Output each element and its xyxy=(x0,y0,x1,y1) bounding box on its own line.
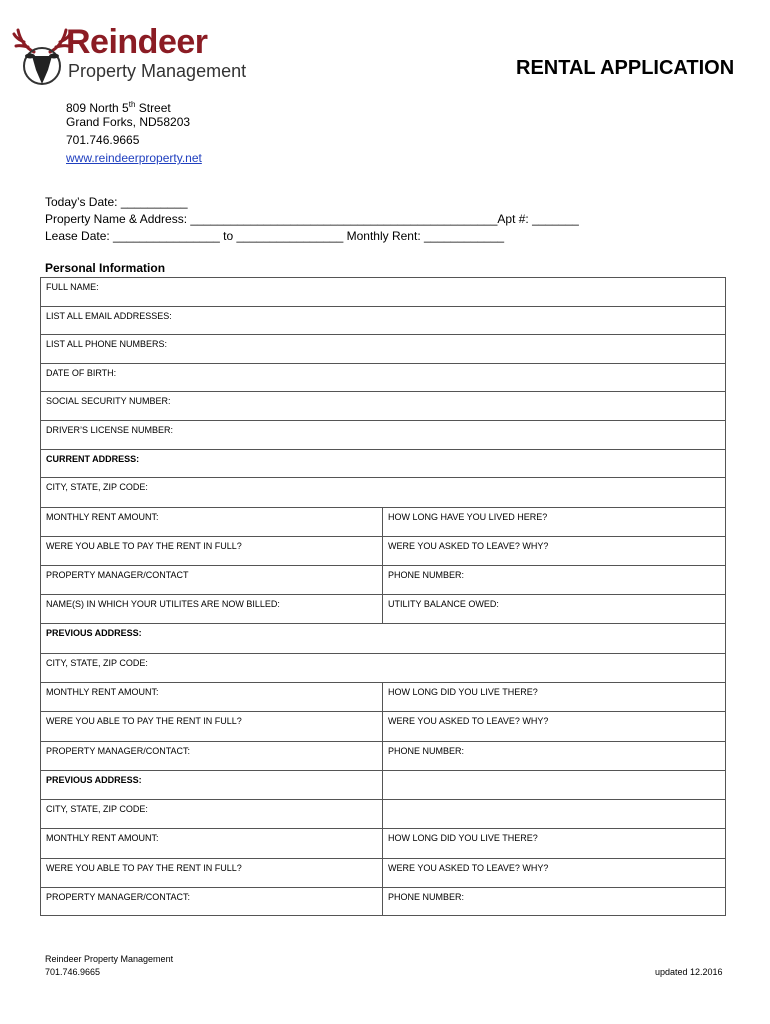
application-form-table xyxy=(40,277,726,916)
current-pay-full-field[interactable]: WERE YOU ABLE TO PAY THE RENT IN FULL? xyxy=(41,537,383,566)
previous-2-city-blank-cell[interactable] xyxy=(383,800,726,829)
previous-2-manager-field[interactable]: PROPERTY MANAGER/CONTACT: xyxy=(41,888,383,916)
previous-1-phone-field[interactable]: PHONE NUMBER: xyxy=(383,742,726,771)
current-address-field[interactable]: CURRENT ADDRESS: xyxy=(41,450,726,478)
reindeer-head-icon xyxy=(12,22,72,92)
footer-phone: 701.746.9665 xyxy=(45,967,101,977)
previous-1-pay-full-field[interactable]: WERE YOU ABLE TO PAY THE RENT IN FULL? xyxy=(41,712,383,742)
address-city: Grand Forks, ND58203 xyxy=(66,115,191,129)
previous-2-how-long-field[interactable]: HOW LONG DID YOU LIVE THERE? xyxy=(383,829,726,859)
drivers-license-field[interactable]: DRIVER’S LICENSE NUMBER: xyxy=(41,421,726,450)
current-asked-leave-field[interactable]: WERE YOU ASKED TO LEAVE? WHY? xyxy=(383,537,726,566)
previous-address-2-blank-cell[interactable] xyxy=(383,771,726,800)
brand-name: Reindeer xyxy=(66,23,208,61)
previous-1-city-state-zip-field[interactable]: CITY, STATE, ZIP CODE: xyxy=(41,654,726,683)
property-address-line[interactable]: Property Name & Address: ______________________________________________Apt #: _______ xyxy=(45,212,579,226)
previous-2-asked-leave-field[interactable]: WERE YOU ASKED TO LEAVE? WHY? xyxy=(383,859,726,888)
ssn-field[interactable]: SOCIAL SECURITY NUMBER: xyxy=(41,392,726,421)
footer-updated: updated 12.2016 xyxy=(655,967,723,977)
date-of-birth-field[interactable]: DATE OF BIRTH: xyxy=(41,364,726,392)
utilities-names-field[interactable]: NAME(S) IN WHICH YOUR UTILITES ARE NOW BILLED: xyxy=(41,595,383,624)
previous-2-monthly-rent-field[interactable]: MONTHLY RENT AMOUNT: xyxy=(41,829,383,859)
current-how-long-field[interactable]: HOW LONG HAVE YOU LIVED HERE? xyxy=(383,508,726,537)
current-monthly-rent-field[interactable]: MONTHLY RENT AMOUNT: xyxy=(41,508,383,537)
current-manager-field[interactable]: PROPERTY MANAGER/CONTACT xyxy=(41,566,383,595)
document-title: RENTAL APPLICATION xyxy=(516,57,735,79)
website-link[interactable]: www.reindeerproperty.net xyxy=(66,151,202,165)
utility-balance-field[interactable]: UTILITY BALANCE OWED: xyxy=(383,595,726,624)
address-street: 809 North 5th Street xyxy=(66,100,171,115)
todays-date-line[interactable]: Today’s Date: __________ xyxy=(45,195,188,209)
lease-date-line[interactable]: Lease Date: ________________ to ________________ Monthly Rent: ____________ xyxy=(45,229,505,243)
email-addresses-field[interactable]: LIST ALL EMAIL ADDRESSES: xyxy=(41,307,726,335)
previous-address-1-field[interactable]: PREVIOUS ADDRESS: xyxy=(41,624,726,654)
brand-subtitle: Property Management xyxy=(68,61,247,81)
previous-1-monthly-rent-field[interactable]: MONTHLY RENT AMOUNT: xyxy=(41,683,383,712)
previous-1-asked-leave-field[interactable]: WERE YOU ASKED TO LEAVE? WHY? xyxy=(383,712,726,742)
previous-1-how-long-field[interactable]: HOW LONG DID YOU LIVE THERE? xyxy=(383,683,726,712)
footer-company: Reindeer Property Management xyxy=(45,954,174,964)
previous-1-manager-field[interactable]: PROPERTY MANAGER/CONTACT: xyxy=(41,742,383,771)
section-title-personal-information: Personal Information xyxy=(45,261,166,275)
previous-2-pay-full-field[interactable]: WERE YOU ABLE TO PAY THE RENT IN FULL? xyxy=(41,859,383,888)
previous-2-phone-field[interactable]: PHONE NUMBER: xyxy=(383,888,726,916)
previous-2-city-state-zip-field[interactable]: CITY, STATE, ZIP CODE: xyxy=(41,800,383,829)
phone-numbers-field[interactable]: LIST ALL PHONE NUMBERS: xyxy=(41,335,726,364)
previous-address-2-field[interactable]: PREVIOUS ADDRESS: xyxy=(41,771,383,800)
current-phone-field[interactable]: PHONE NUMBER: xyxy=(383,566,726,595)
current-city-state-zip-field[interactable]: CITY, STATE, ZIP CODE: xyxy=(41,478,726,508)
address-phone: 701.746.9665 xyxy=(66,133,140,147)
full-name-field[interactable]: FULL NAME: xyxy=(41,278,726,307)
